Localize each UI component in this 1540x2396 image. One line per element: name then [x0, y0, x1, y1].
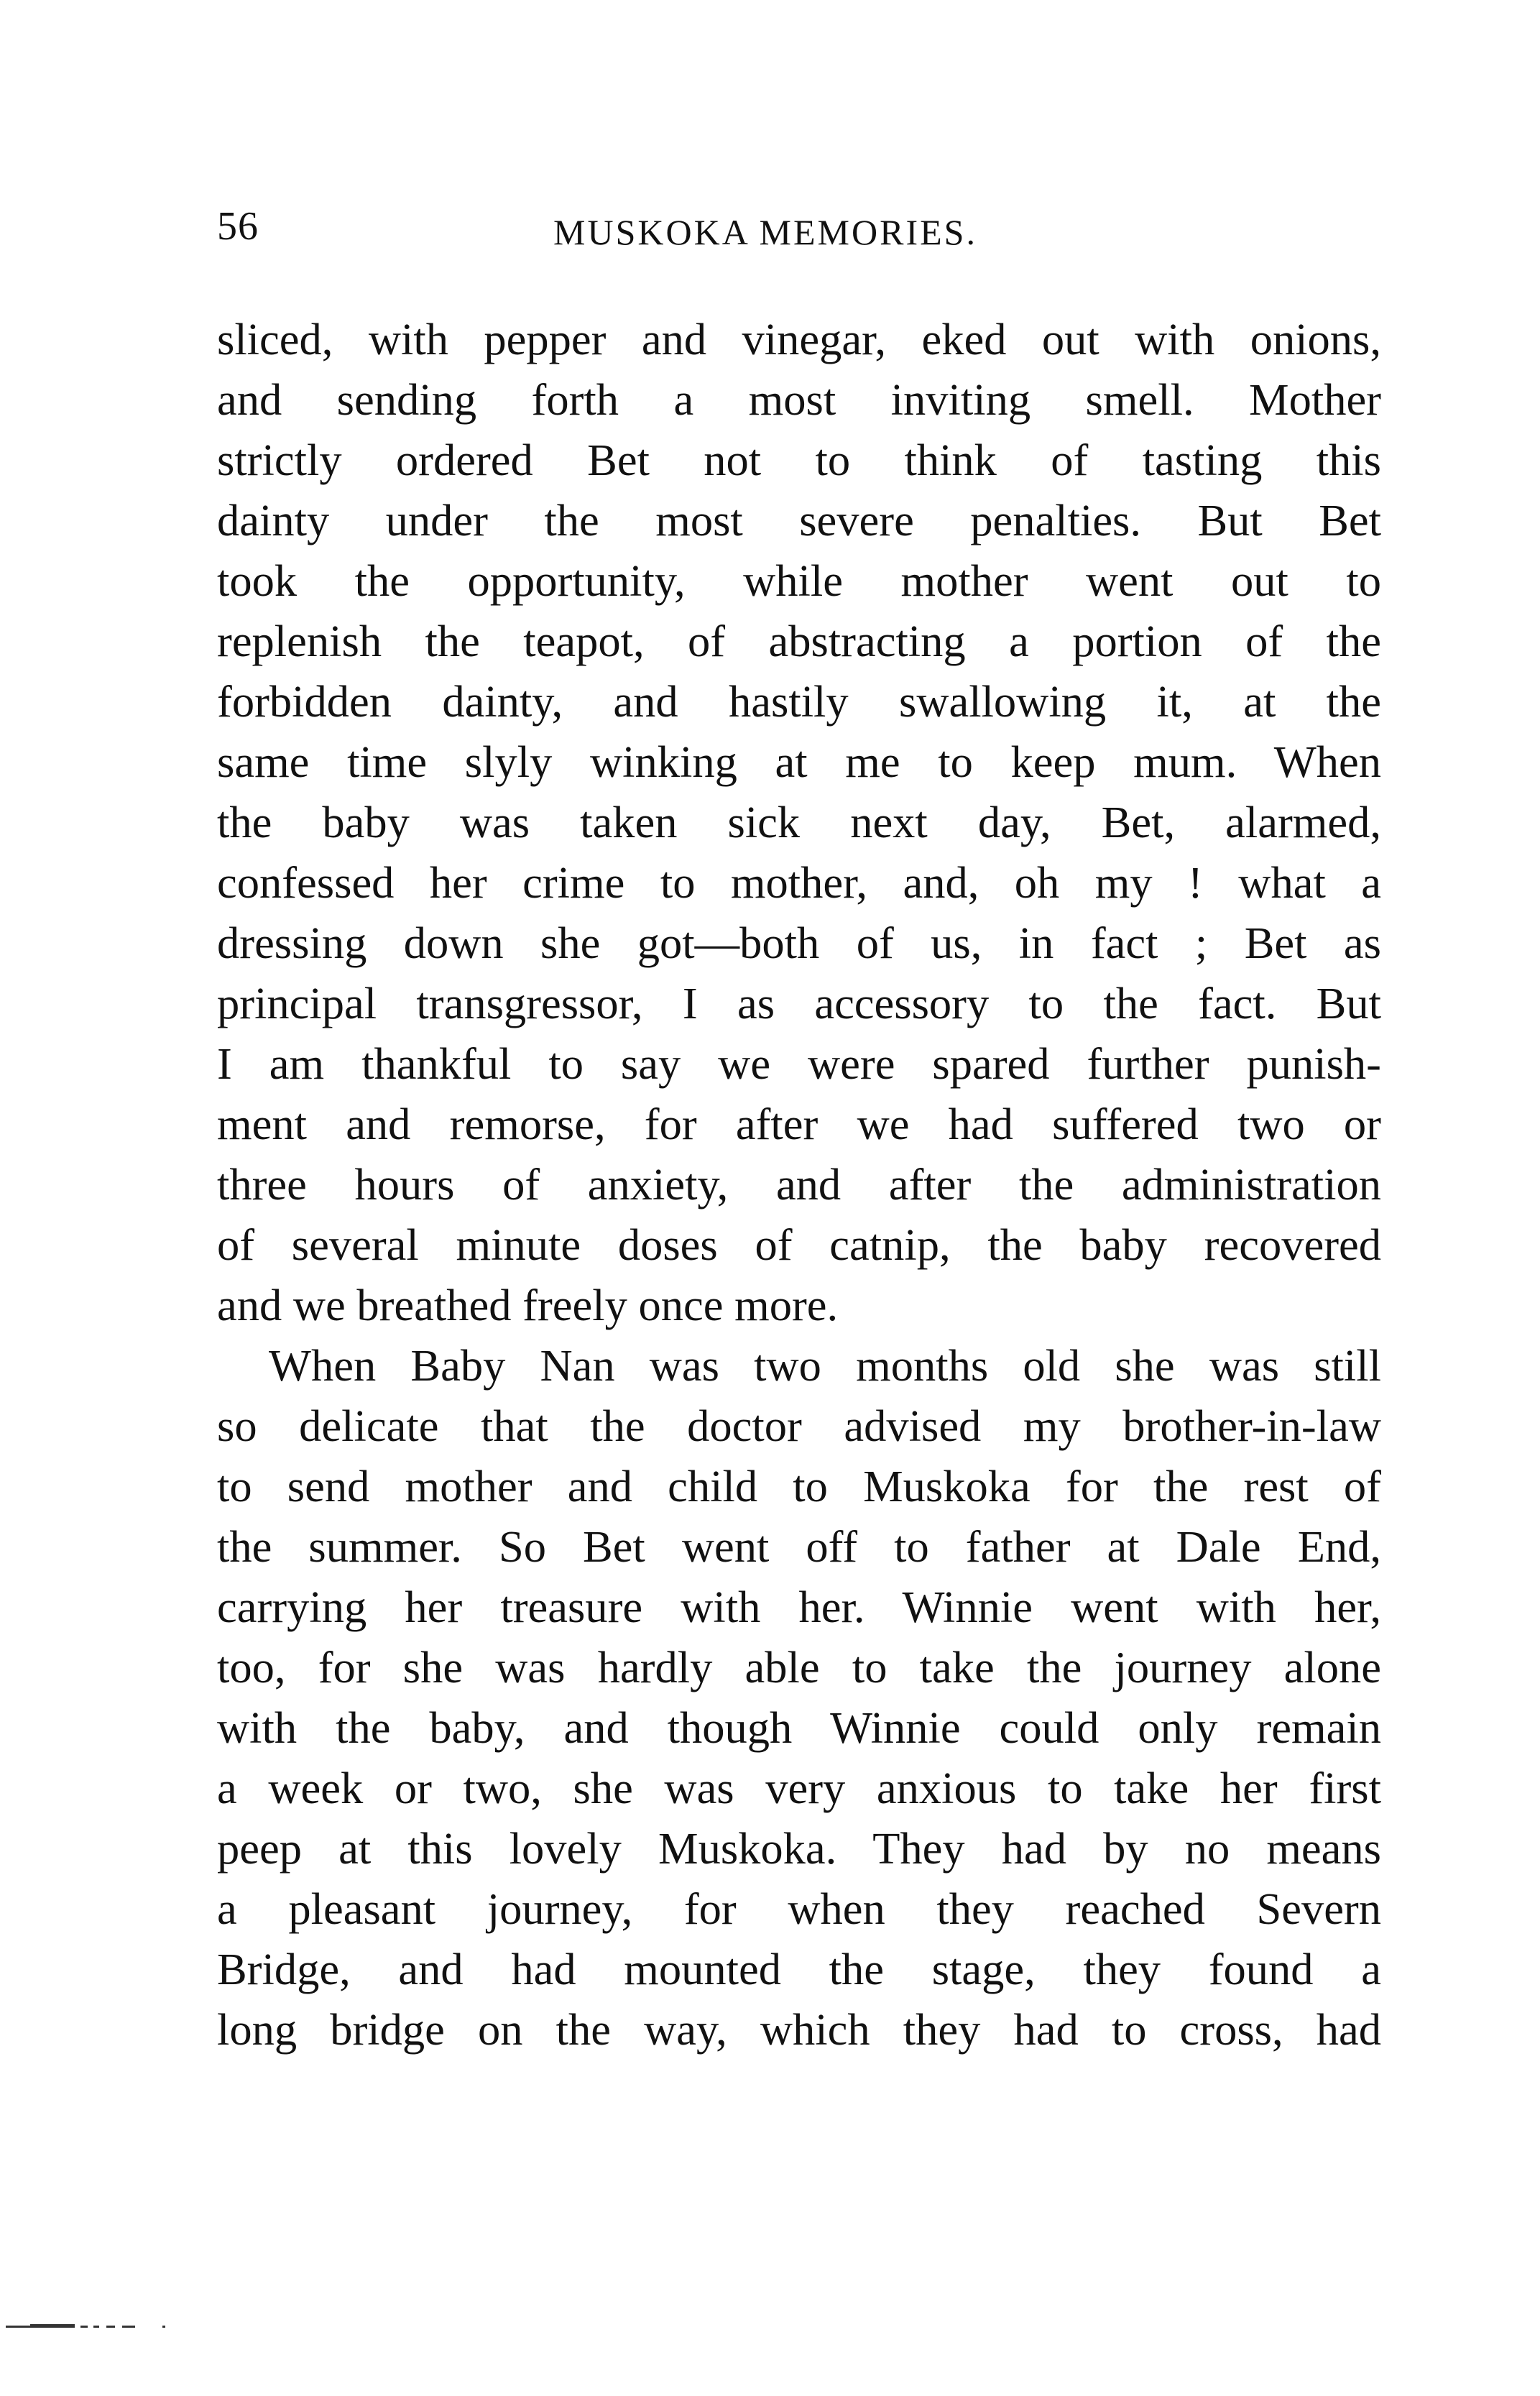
text-line: dressing down she got—both of us, in fact ; Bet as: [217, 918, 1381, 968]
text-line: principal transgressor, I as accessory to the fact. But: [217, 978, 1381, 1028]
text-line: I am thankful to say we were spared further punish-: [217, 1038, 1381, 1089]
text-line: of several minute doses of catnip, the baby recovered: [217, 1220, 1381, 1270]
text-line: same time slyly winking at me to keep mum. When: [217, 737, 1381, 787]
text-line: confessed her crime to mother, and, oh my ! what a: [217, 857, 1381, 908]
text-line: to send mother and child to Muskoka for the rest of: [217, 1461, 1381, 1511]
text-line: a pleasant journey, for when they reached Severn: [217, 1884, 1381, 1934]
text-line: too, for she was hardly able to take the journey alone: [217, 1642, 1381, 1692]
text-line: so delicate that the doctor advised my brother-in-law: [217, 1401, 1381, 1451]
page-header: [217, 198, 1381, 255]
text-line: replenish the teapot, of abstracting a portion of the: [217, 616, 1381, 666]
text-line: long bridge on the way, which they had to cross, had: [217, 2004, 1381, 2055]
text-line: and we breathed freely once more.: [217, 1280, 839, 1330]
text-line: dainty under the most severe penalties. But Bet: [217, 495, 1381, 545]
scan-smudge: [6, 2323, 171, 2331]
text-line: and sending forth a most inviting smell. Mother: [217, 374, 1381, 425]
paragraph-2: [217, 1335, 1381, 2060]
text-line: the summer. So Bet went off to father at Dale End,: [217, 1521, 1381, 1572]
text-line: When Baby Nan was two months old she was still: [269, 1340, 1381, 1391]
text-line: with the baby, and though Winnie could only remain: [217, 1702, 1381, 1753]
paragraph-1: [217, 309, 1381, 1335]
text-line: forbidden dainty, and hastily swallowing it, at the: [217, 676, 1381, 727]
text-line: took the opportunity, while mother went out to: [217, 556, 1381, 606]
text-line: sliced, with pepper and vinegar, eked out with onions,: [217, 314, 1381, 364]
text-line: Bridge, and had mounted the stage, they found a: [217, 1944, 1381, 1994]
running-head: MUSKOKA MEMORIES.: [553, 212, 977, 252]
body-text: [217, 309, 1381, 2060]
text-line: ment and remorse, for after we had suffered two or: [217, 1099, 1381, 1149]
text-line: strictly ordered Bet not to think of tasting this: [217, 435, 1381, 485]
text-line: a week or two, she was very anxious to take her first: [217, 1763, 1381, 1813]
text-line: the baby was taken sick next day, Bet, alarmed,: [217, 797, 1381, 847]
text-line: peep at this lovely Muskoka. They had by no means: [217, 1823, 1381, 1874]
text-line: three hours of anxiety, and after the administration: [217, 1159, 1381, 1209]
text-line: carrying her treasure with her. Winnie went with her,: [217, 1582, 1381, 1632]
page-number: 56: [217, 204, 259, 249]
